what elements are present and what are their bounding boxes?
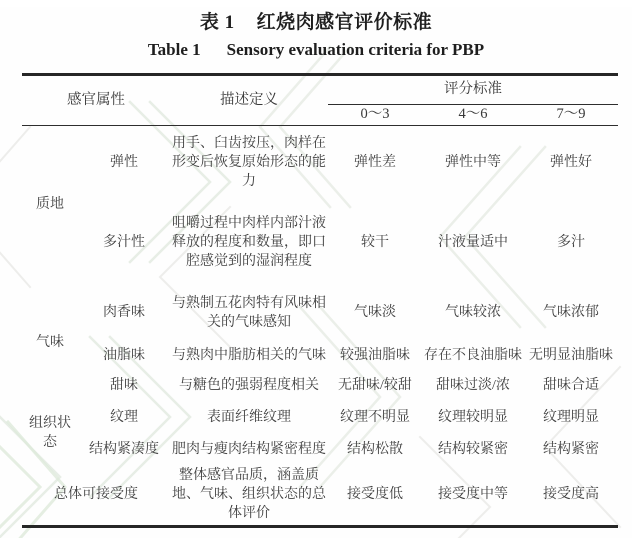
attribute-cell: 结构紧凑度 [89,442,159,458]
group-cell-texture: 质地 [36,197,64,213]
definition-cell: 整体感官品质，涵盖质地、气味、组织状态的总体评价 [172,467,326,521]
score-cell-low: 结构松散 [347,442,403,458]
score-cell-high: 结构紧密 [543,442,599,458]
header-definition: 描述定义 [170,75,328,126]
group-cell-structure: 组织状态 [29,415,71,450]
attribute-cell: 油脂味 [103,348,145,364]
score-cell-low: 弹性差 [354,155,396,171]
table-row-grain [22,402,618,436]
score-cell-mid: 汁液量适中 [438,235,508,251]
table-row-overall-acceptability [22,466,618,527]
attribute-cell: 甜味 [110,378,138,394]
header-sensory-attribute: 感官属性 [22,75,170,126]
table-row-juiciness [22,202,618,286]
attribute-cell: 纹理 [110,410,138,426]
definition-cell: 与熟制五花肉特有风味相关的气味感知 [172,295,326,330]
score-cell-mid: 结构较紧密 [438,442,508,458]
paper-page [0,7,632,538]
score-cell-mid: 纹理较明显 [438,410,508,426]
table-caption [0,7,632,60]
score-cell-low: 接受度低 [347,486,403,502]
table-number-en: Table 1 [147,40,201,59]
score-cell-mid: 弹性中等 [445,155,501,171]
table-row-meat-aroma [22,286,618,342]
definition-cell: 与熟肉中脂肪相关的气味 [172,348,326,364]
score-cell-high: 多汁 [557,235,585,251]
score-cell-high: 接受度高 [543,486,599,502]
score-cell-low: 较强油脂味 [340,348,410,364]
header-score-criteria: 评分标准 [328,75,618,105]
attribute-cell-overall: 总体可接受度 [54,486,138,502]
score-cell-low: 纹理不明显 [340,410,410,426]
definition-cell: 表面纤维纹理 [207,410,291,426]
table-title-zh-text: 红烧肉感官评价标准 [256,12,433,33]
attribute-cell: 多汁性 [103,235,145,251]
score-cell-high: 甜味合适 [543,378,599,394]
sensory-evaluation-table [22,73,618,528]
definition-cell: 咀嚼过程中肉样内部汁液释放的程度和数量，即口腔感觉到的湿润程度 [172,216,326,269]
definition-cell: 肥肉与瘦肉结构紧密程度 [172,442,326,458]
score-cell-mid: 接受度中等 [438,486,508,502]
score-cell-high: 纹理明显 [543,410,599,426]
group-cell-odor: 气味 [36,335,64,351]
table-row-elasticity [22,126,618,202]
score-cell-low: 无甜味/较甜 [338,378,412,394]
score-cell-low: 气味淡 [354,305,396,321]
score-cell-high: 气味浓郁 [543,305,599,321]
table-row-grease-odor [22,342,618,372]
attribute-cell: 弹性 [110,155,138,171]
header-score-range-high: 7～9 [524,105,618,126]
definition-cell: 用手、臼齿按压，肉样在形变后恢复原始形态的能力 [172,136,326,190]
table-title-en [0,40,632,60]
table-number-zh: 表 1 [199,12,235,33]
table-row-sweetness [22,372,618,402]
attribute-cell: 肉香味 [103,305,145,321]
score-cell-high: 无明显油脂味 [529,348,613,364]
header-score-range-mid: 4～6 [422,105,524,126]
table-title-en-text: Sensory evaluation criteria for PBP [226,40,485,59]
score-cell-mid: 气味较浓 [445,305,501,321]
score-cell-high: 弹性好 [550,155,592,171]
definition-cell: 与糖色的强弱程度相关 [179,378,319,394]
table-title-zh [0,7,632,34]
header-score-range-low: 0～3 [328,105,422,126]
score-cell-low: 较干 [361,235,389,251]
table-row-compactness [22,436,618,466]
score-cell-mid: 存在不良油脂味 [424,348,522,364]
score-cell-mid: 甜味过淡/浓 [436,378,510,394]
